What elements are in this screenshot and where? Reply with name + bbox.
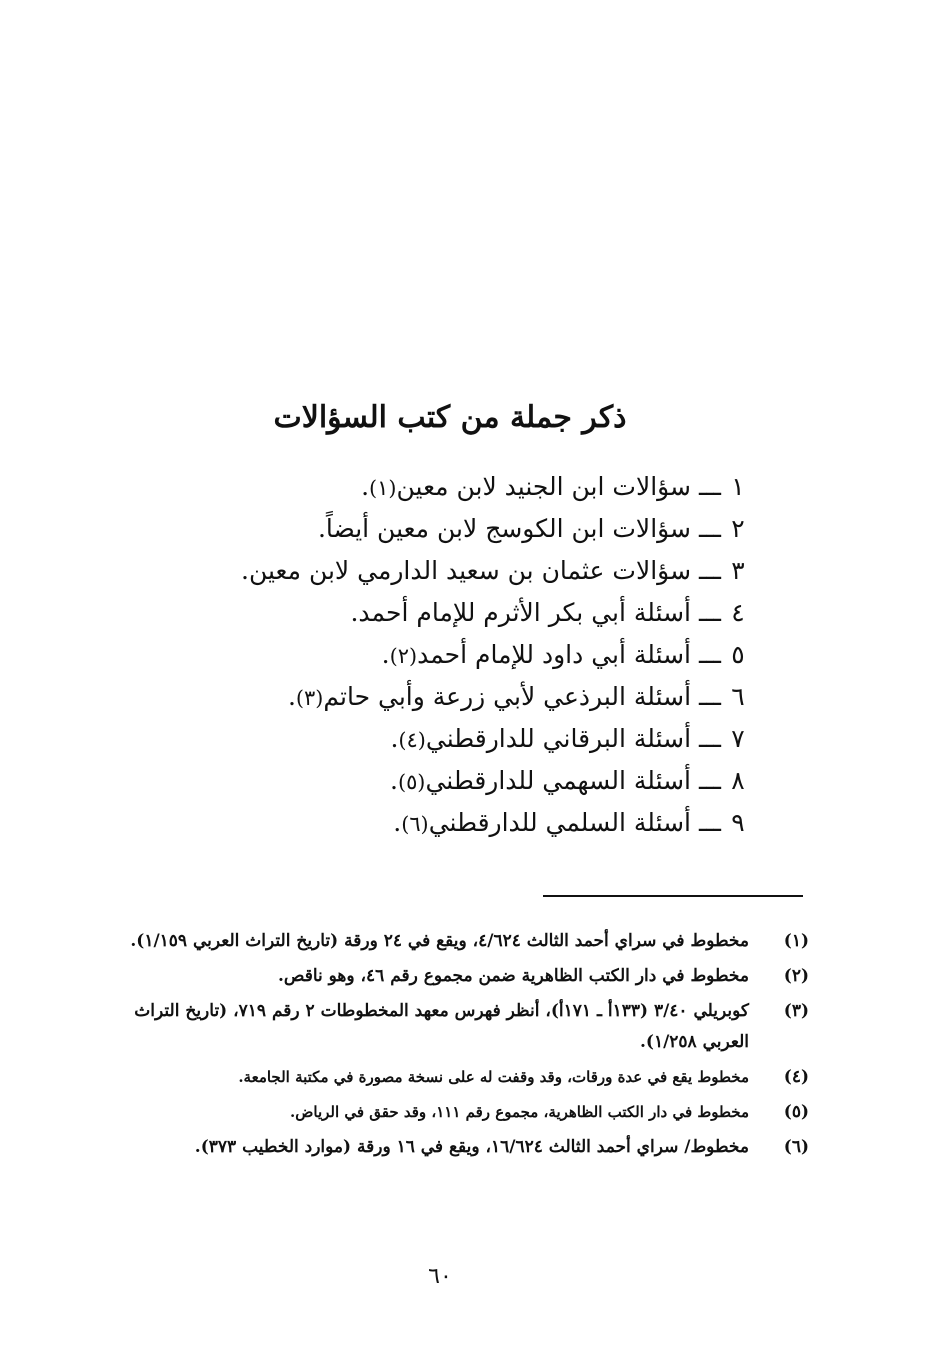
list-item — [187, 676, 747, 718]
list-item — [187, 760, 747, 802]
item-dash: ـــ — [699, 556, 721, 585]
item-number: ٦ — [731, 682, 745, 711]
item-dash: ـــ — [699, 514, 721, 543]
item-text: أسئلة البرقاني للدارقطني — [425, 724, 692, 753]
footnote-number: (١) — [783, 931, 809, 951]
list-item — [187, 802, 747, 844]
footnote-ref: (٢) — [389, 644, 418, 668]
item-end: . — [361, 472, 370, 501]
item-end: . — [390, 766, 398, 795]
item-end: . — [317, 514, 326, 543]
item-dash: ـــ — [699, 808, 721, 837]
page-title: ذكر جملة من كتب السؤالات — [273, 400, 627, 436]
footnote — [104, 1097, 809, 1128]
item-number: ٩ — [731, 808, 745, 837]
list-item — [187, 466, 747, 508]
item-end: . — [390, 724, 399, 753]
list-item — [187, 592, 747, 634]
item-dash: ـــ — [699, 724, 721, 753]
footnote — [104, 1062, 809, 1093]
item-end: . — [381, 640, 390, 669]
item-text: أسئلة أبي بكر الأثرم للإمام أحمد — [358, 598, 692, 627]
footnote-number: (٥) — [783, 1102, 809, 1122]
item-text: سؤالات ابن الجنيد لابن معين — [396, 472, 692, 501]
item-dash: ـــ — [699, 640, 721, 669]
footnote — [104, 926, 809, 957]
item-text: سؤالات ابن الكوسج لابن معين أيضاً — [325, 514, 692, 543]
item-end: . — [287, 682, 296, 711]
item-text: أسئلة أبي داود للإمام أحمد — [417, 640, 692, 669]
list-item — [187, 508, 747, 550]
footnote-ref: (٣) — [295, 686, 324, 710]
item-dash: ـــ — [699, 766, 721, 795]
footnote-divider — [543, 895, 803, 897]
footnote-ref: (٦) — [401, 812, 429, 836]
item-number: ٢ — [731, 514, 745, 543]
footnotes — [104, 926, 809, 1167]
item-end: . — [393, 808, 402, 837]
footnote-text: كوبريلي ٣/٤٠ (١٣٣أ ـ ١٧١أ)، أنظر فهرس معهد المخطوطات ٢ رقم ٧١٩، (تاريخ التراث العربي ١/٢٥٨). — [134, 1001, 749, 1052]
footnote-text: مخطوط في دار الكتب الظاهرية ضمن مجموع رقم ٤٦، وهو ناقص. — [277, 966, 749, 986]
footnote-text: مخطوط في دار الكتب الظاهرية، مجموع رقم ١١١، وقد حقق في الرياض. — [290, 1103, 749, 1121]
item-number: ٣ — [731, 556, 745, 585]
footnote-number: (٦) — [783, 1137, 809, 1157]
item-end: . — [350, 598, 359, 627]
item-number: ٧ — [731, 724, 745, 753]
list-item — [187, 718, 747, 760]
footnote-ref: (٥) — [397, 770, 426, 794]
item-text: سؤالات عثمان بن سعيد الدارمي لابن معين — [248, 556, 692, 585]
footnote-number: (٤) — [783, 1067, 809, 1087]
item-dash: ـــ — [699, 682, 721, 711]
footnote-text: مخطوط في سراي أحمد الثالث ٤/٦٢٤، ويقع في ٢٤ ورقة (تاريخ التراث العربي ١/١٥٩). — [130, 931, 749, 951]
item-dash: ـــ — [699, 598, 721, 627]
item-text: أسئلة السلمي للدارقطني — [428, 808, 692, 837]
item-number: ٥ — [731, 640, 745, 669]
page-number: ٦٠ — [428, 1264, 452, 1289]
list-item — [187, 634, 747, 676]
item-number: ٤ — [731, 598, 745, 627]
footnote-ref: (١) — [369, 476, 397, 500]
list-item — [187, 550, 747, 592]
book-list — [187, 466, 747, 844]
item-dash: ـــ — [699, 472, 721, 501]
item-number: ٨ — [731, 766, 745, 795]
item-number: ١ — [731, 472, 745, 501]
footnote-number: (٢) — [783, 966, 809, 986]
footnote-number: (٣) — [783, 1001, 809, 1021]
footnote — [104, 961, 809, 992]
footnote — [104, 996, 809, 1058]
footnote-ref: (٤) — [398, 728, 426, 752]
item-text: أسئلة السهمي للدارقطني — [425, 766, 692, 795]
footnote-text: مخطوط يقع في عدة ورقات، وقد وقفت له على نسخة مصورة في مكتبة الجامعة. — [238, 1068, 749, 1086]
footnote-text: مخطوط/ سراي أحمد الثالث ١٦/٦٢٤، ويقع في ١٦ ورقة (موارد الخطيب ٣٧٣). — [194, 1137, 749, 1157]
item-end: . — [241, 556, 249, 585]
footnote — [104, 1132, 809, 1163]
item-text: أسئلة البرذعي لأبي زرعة وأبي حاتم — [323, 682, 692, 711]
